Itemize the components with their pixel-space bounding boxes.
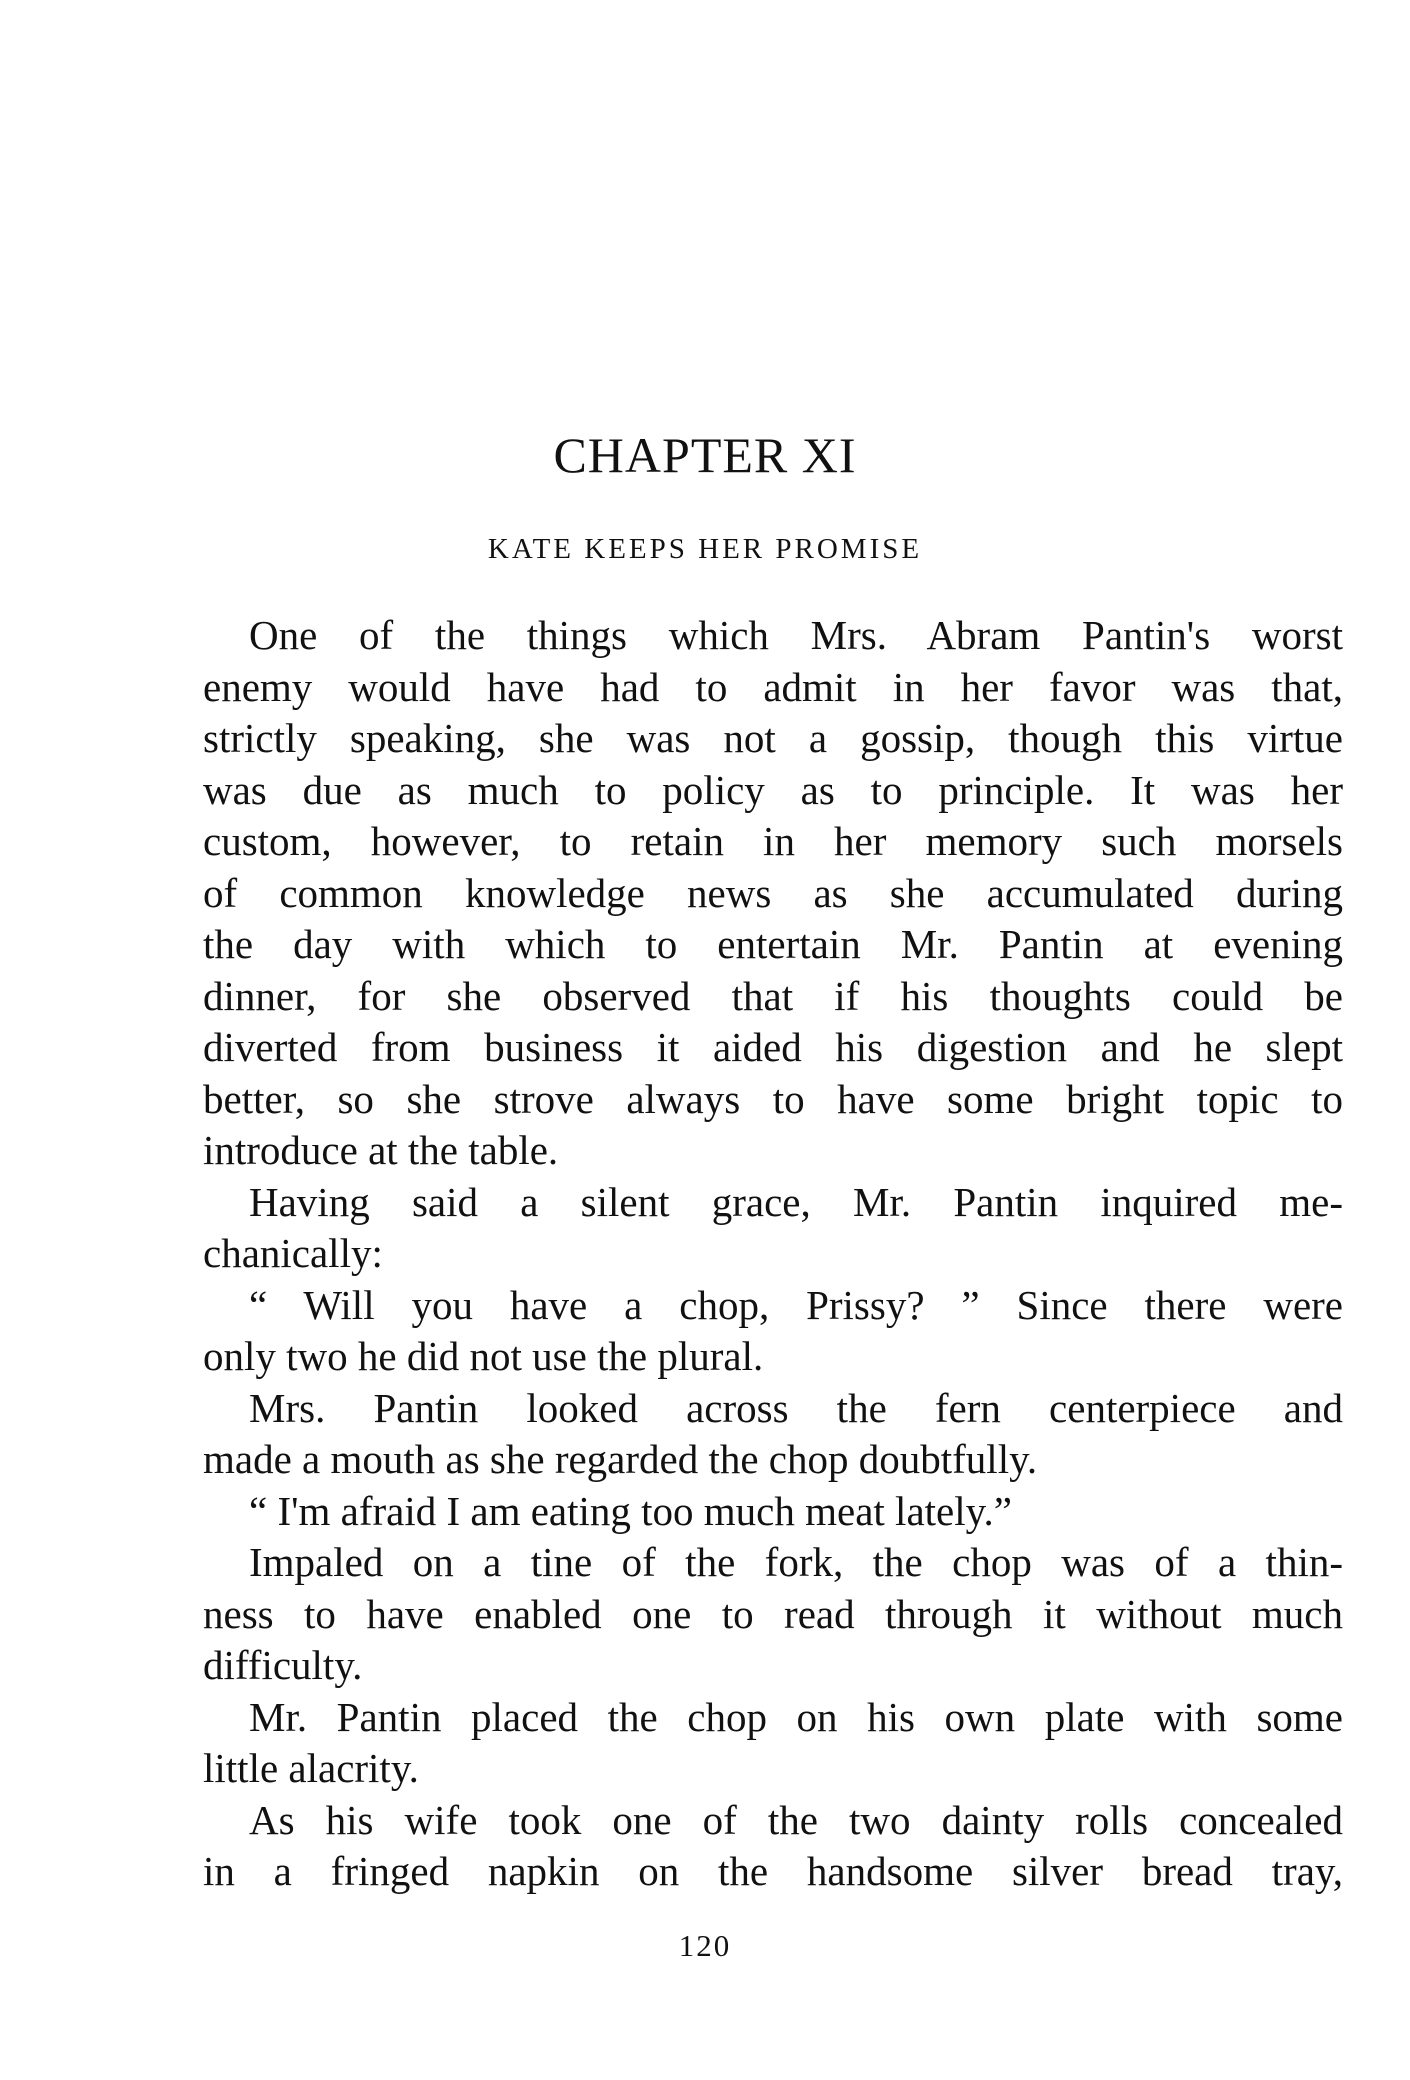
text-line: made a mouth as she regarded the chop doubtfully. bbox=[203, 1436, 1038, 1482]
text-line: of common knowledge news as she accumulated during bbox=[203, 869, 1343, 916]
text-line: custom, however, to retain in her memory such morsels bbox=[203, 818, 1343, 864]
text-line: the day with which to entertain Mr. Pantin at evening bbox=[203, 921, 1343, 967]
chapter-number: CHAPTER XI bbox=[553, 427, 857, 483]
text-line: Having said a silent grace, Mr. Pantin inquired me- bbox=[249, 1178, 1343, 1225]
text-line: ness to have enabled one to read through it without much bbox=[203, 1590, 1343, 1637]
text-line: dinner, for she observed that if his thoughts could be bbox=[203, 972, 1343, 1019]
text-line: chanically: bbox=[203, 1230, 383, 1276]
text-line: better, so she strove always to have some bright topic to bbox=[203, 1075, 1343, 1122]
text-line: enemy would have had to admit in her favor was that, bbox=[203, 663, 1343, 710]
body-text bbox=[203, 610, 1343, 1898]
text-line: was due as much to policy as to principle. It was her bbox=[203, 766, 1343, 813]
text-line: One of the things which Mrs. Abram Pantin's worst bbox=[249, 612, 1343, 658]
text-line: “ Will you have a chop, Prissy? ” Since there were bbox=[249, 1281, 1343, 1328]
text-line: in a fringed napkin on the handsome silver bread tray, bbox=[203, 1848, 1343, 1894]
text-line: Mrs. Pantin looked across the fern centerpiece and bbox=[249, 1384, 1343, 1431]
text-line: little alacrity. bbox=[203, 1745, 419, 1791]
page-number: 120 bbox=[678, 1928, 732, 1963]
text-line: diverted from business it aided his digestion and he slept bbox=[203, 1024, 1343, 1070]
text-line: strictly speaking, she was not a gossip, though this virtue bbox=[203, 715, 1343, 761]
text-line: As his wife took one of the two dainty rolls concealed bbox=[249, 1796, 1343, 1843]
text-line: “ I'm afraid I am eating too much meat lately.” bbox=[249, 1487, 1012, 1534]
text-line: introduce at the table. bbox=[203, 1127, 559, 1173]
text-line: Mr. Pantin placed the chop on his own plate with some bbox=[249, 1693, 1343, 1740]
text-line: only two he did not use the plural. bbox=[203, 1333, 764, 1379]
text-line: Impaled on a tine of the fork, the chop was of a thin- bbox=[249, 1539, 1343, 1585]
text-line: difficulty. bbox=[203, 1642, 363, 1688]
chapter-title: KATE KEEPS HER PROMISE bbox=[487, 533, 923, 565]
